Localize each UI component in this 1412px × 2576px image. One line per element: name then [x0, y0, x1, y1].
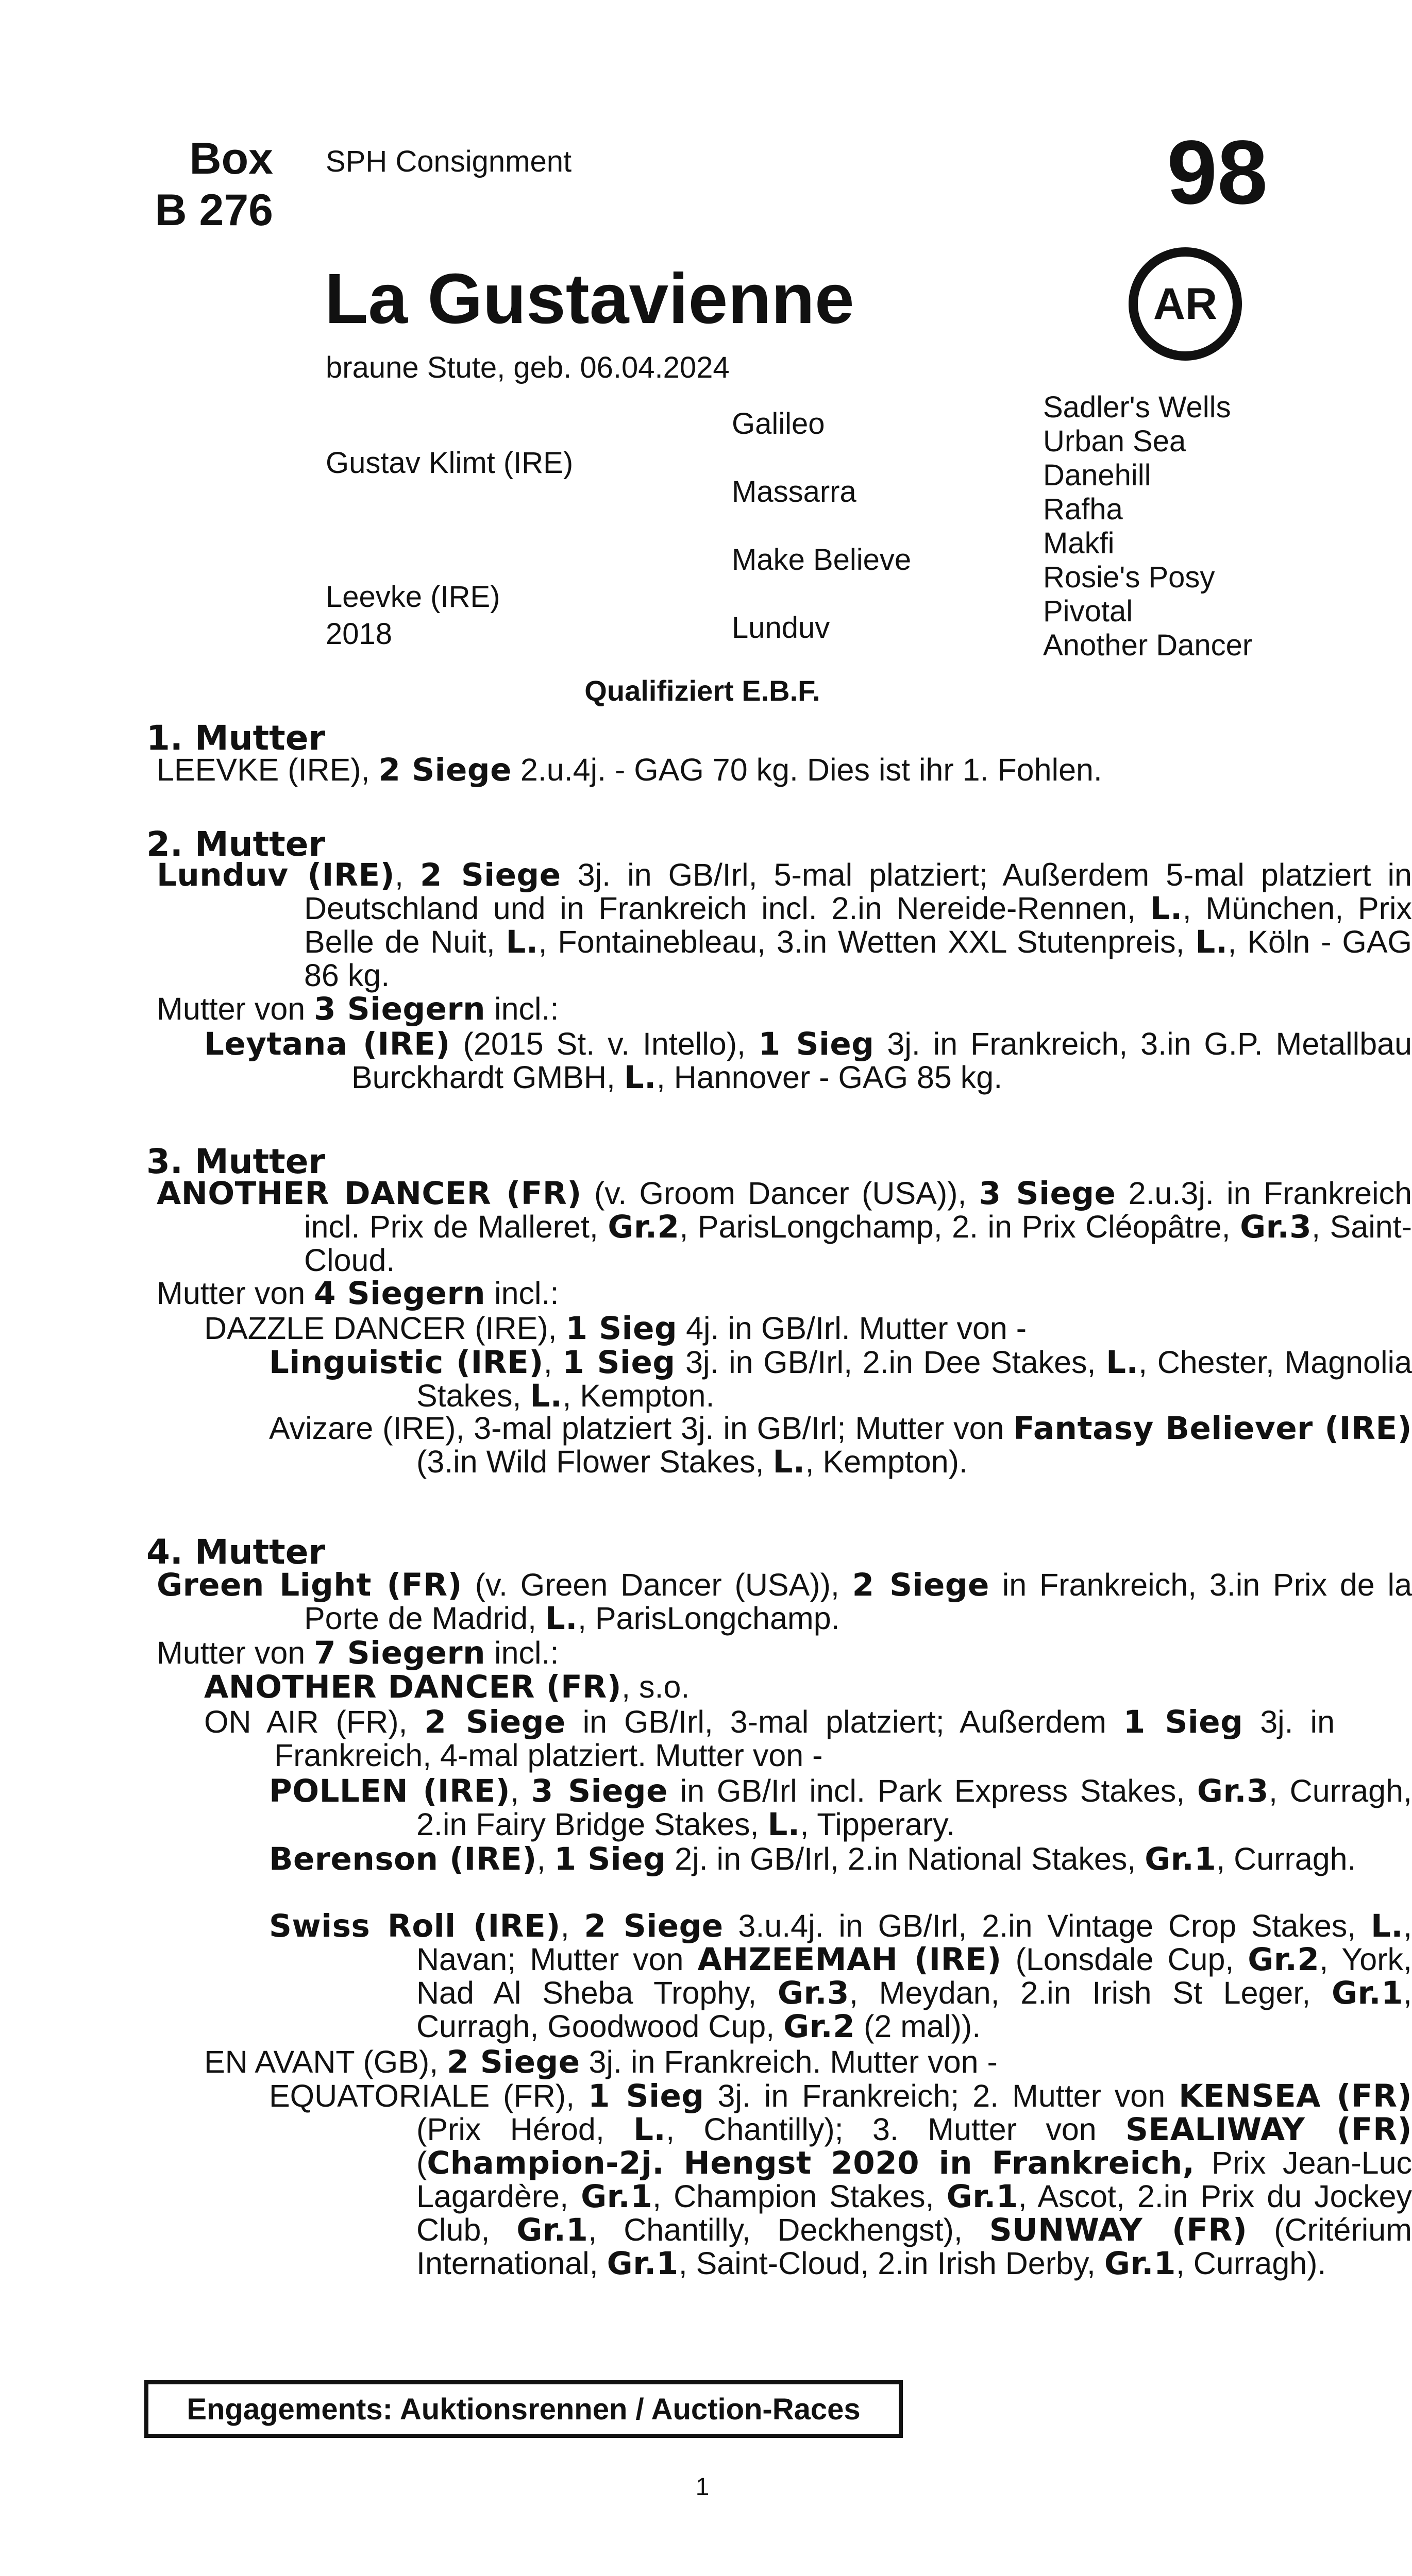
text-run: 2.u.3j. in Frankreich incl. Prix de Malleret, — [304, 1176, 1412, 1244]
horse-description: braune Stute, geb. 06.04.2024 — [326, 351, 730, 384]
text-run: Mutter von — [157, 991, 314, 1026]
text-run: (3.in Wild Flower Stakes, — [416, 1444, 773, 1479]
text-run: , Saint-Cloud. — [304, 1209, 1412, 1278]
bold-run: Lunduv (IRE) — [157, 857, 395, 893]
family-entry — [157, 1177, 1412, 1277]
text-run: 3.u.4j. in GB/Irl, 2.in Vintage Crop Stakes, — [723, 1908, 1371, 1943]
family-entry — [269, 2079, 1412, 2280]
text-run: , Hannover - GAG 85 kg. — [656, 1060, 1003, 1095]
bold-run: L. — [624, 1059, 657, 1096]
text-run: (Prix Hérod, — [416, 2112, 634, 2147]
bold-run: Berenson (IRE) — [269, 1841, 537, 1877]
pedigree-great-grandparent: Danehill — [1043, 459, 1151, 492]
bold-run: KENSEA (FR) — [1179, 2078, 1412, 2114]
text-run: (Critérium International, — [416, 2212, 1412, 2281]
bold-run: 1 Sieg — [562, 1344, 676, 1381]
bold-run: SUNWAY (FR) — [989, 2212, 1248, 2248]
bold-run: Gr.2 — [783, 2008, 855, 2045]
text-run: , — [510, 1773, 531, 1808]
bold-run: Gr.2 — [608, 1209, 680, 1245]
bold-run: AHZEEMAH (IRE) — [697, 1941, 1002, 1978]
bold-run: Gr.1 — [1331, 1975, 1404, 2011]
text-run: incl.: — [485, 991, 559, 1026]
bold-run: 3 Siege — [979, 1175, 1116, 1212]
text-run: , Köln - GAG 86 kg. — [304, 924, 1412, 993]
family-entry — [157, 858, 1412, 992]
bold-run: 1 Sieg — [554, 1841, 666, 1877]
text-run: incl.: — [485, 1635, 559, 1670]
bold-run: 2 Siege — [447, 2044, 580, 2080]
engagements-text: Engagements: Auktionsrennen / Auction-Races — [187, 2392, 861, 2426]
bold-run: Leytana (IRE) — [204, 1026, 450, 1062]
ar-badge — [1129, 247, 1242, 361]
family-entry — [204, 1027, 1412, 1094]
text-run: Avizare (IRE), 3-mal platziert 3j. in GB/Irl; Mutter von — [269, 1411, 1014, 1446]
bold-run: Gr.1 — [607, 2245, 679, 2282]
text-run: , — [395, 857, 421, 892]
bold-run: 1 Sieg — [565, 1310, 678, 1347]
text-run: , Tipperary. — [800, 1807, 955, 1842]
text-run: ON AIR (FR), — [204, 1704, 425, 1739]
page-number: 1 — [695, 2473, 710, 2501]
bold-run: L. — [1195, 924, 1228, 960]
text-run: EN AVANT (GB), — [204, 2044, 447, 2079]
bold-run: L. — [772, 1444, 805, 1480]
bold-run: Gr.1 — [581, 2178, 653, 2215]
pedigree-grandparent: Make Believe — [732, 543, 912, 577]
bold-run: 2 Siege — [420, 857, 561, 893]
bold-run: 7 Siegern — [314, 1635, 486, 1671]
bold-run: 2 Siege — [378, 752, 512, 788]
text-run: , Saint-Cloud, 2.in Irish Derby, — [678, 2246, 1104, 2281]
text-run: 4j. in GB/Irl. Mutter von - — [677, 1311, 1027, 1346]
pedigree-great-grandparent: Rafha — [1043, 493, 1123, 526]
family-entry — [204, 2045, 1265, 2079]
bold-run: L. — [633, 2111, 666, 2148]
family-entry — [157, 1277, 1265, 1310]
text-run: (2 mal)). — [855, 2009, 981, 2044]
bold-run: Swiss Roll (IRE) — [269, 1908, 561, 1944]
bold-run: POLLEN (IRE) — [269, 1773, 511, 1809]
qualification: Qualifiziert E.B.F. — [584, 674, 820, 707]
family-entry — [204, 1705, 1335, 1772]
horse-name: La Gustavienne — [325, 259, 854, 338]
text-run: , Chester, Magnolia Stakes, — [416, 1345, 1412, 1413]
text-run: ( — [416, 2145, 427, 2180]
pedigree-sire: Gustav Klimt (IRE) — [326, 446, 574, 480]
text-run: , Kempton). — [805, 1444, 968, 1479]
text-run: , — [536, 1841, 554, 1876]
text-run: , ParisLongchamp. — [577, 1601, 840, 1636]
text-run: EQUATORIALE (FR), — [269, 2078, 588, 2113]
text-run: , Kempton. — [562, 1378, 715, 1413]
text-run: (v. Groom Dancer (USA)), — [581, 1176, 979, 1211]
pedigree-great-grandparent: Rosie's Posy — [1043, 561, 1215, 594]
bold-run: 2 Siege — [584, 1908, 724, 1944]
text-run: , Champion Stakes, — [652, 2179, 947, 2214]
bold-run: 1 Sieg — [587, 2078, 704, 2114]
family-entry — [269, 1412, 1412, 1479]
pedigree-grandparent: Massarra — [732, 475, 856, 509]
text-run: , Navan; Mutter von — [416, 1908, 1412, 1977]
bold-run: 1 Sieg — [1123, 1704, 1243, 1740]
section-heading: 3. Mutter — [146, 1142, 326, 1181]
family-entry — [157, 1568, 1412, 1635]
bold-run: Gr.1 — [946, 2178, 1018, 2215]
bold-run: 2 Siege — [852, 1567, 989, 1603]
text-run: Mutter von — [157, 1276, 314, 1311]
pedigree-great-grandparent: Sadler's Wells — [1043, 391, 1231, 424]
bold-run: L. — [767, 1806, 800, 1843]
bold-run: Gr.3 — [1240, 1209, 1312, 1245]
family-entry — [157, 753, 1270, 787]
text-run: 2.u.4j. - GAG 70 kg. Dies ist ihr 1. Fohlen. — [511, 752, 1102, 787]
bold-run: Gr.2 — [1248, 1941, 1320, 1978]
text-run: (v. Green Dancer (USA)), — [462, 1567, 852, 1602]
bold-run: Gr.1 — [516, 2212, 589, 2248]
section-heading: 2. Mutter — [146, 824, 326, 864]
bold-run: L. — [1371, 1908, 1404, 1944]
bold-run: Gr.1 — [1104, 2245, 1176, 2282]
bold-run: Gr.3 — [777, 1975, 849, 2011]
text-run: 3j. in GB/Irl, 2.in Dee Stakes, — [675, 1345, 1106, 1380]
family-entry — [204, 1312, 1265, 1345]
bold-run: Gr.1 — [1145, 1841, 1217, 1877]
text-run: , — [560, 1908, 584, 1943]
text-run: 2j. in GB/Irl, 2.in National Stakes, — [666, 1841, 1145, 1876]
family-entry — [269, 1346, 1412, 1413]
text-run: , Chantilly, Deckhengst), — [588, 2212, 989, 2247]
bold-run: Gr.3 — [1197, 1773, 1269, 1809]
text-run: 3j. in Frankreich, 4-mal platziert. Mutter von - — [274, 1704, 1335, 1773]
bold-run: 2 Siege — [424, 1704, 566, 1740]
text-run: , Ascot, 2.in Prix du Jockey Club, — [416, 2179, 1412, 2247]
text-run: Prix Jean-Luc Lagardère, — [416, 2145, 1412, 2214]
text-run: DAZZLE DANCER (IRE), — [204, 1311, 566, 1346]
family-entry — [157, 1636, 1265, 1670]
bold-run: L. — [545, 1600, 578, 1637]
pedigree-grandparent: Lunduv — [732, 611, 830, 645]
bold-run: L. — [1150, 890, 1183, 927]
lot-number: 98 — [1167, 122, 1268, 223]
text-run: 3j. in Frankreich. Mutter von - — [580, 2044, 998, 2079]
bold-run: Champion-2j. Hengst 2020 in Frankreich, — [427, 2145, 1195, 2181]
consignor: SPH Consignment — [326, 145, 572, 178]
text-run: , Curragh). — [1175, 2246, 1326, 2281]
text-run: (2015 St. v. Intello), — [450, 1026, 759, 1061]
text-run: , München, Prix Belle de Nuit, — [304, 891, 1412, 959]
box-label — [134, 133, 273, 236]
bold-run: L. — [530, 1378, 563, 1414]
text-run: , — [543, 1345, 563, 1380]
text-run: , Chantilly); 3. Mutter von — [666, 2112, 1126, 2147]
bold-run: SEALIWAY (FR) — [1125, 2111, 1412, 2148]
bold-run: L. — [1106, 1344, 1139, 1381]
text-run: (Lonsdale Cup, — [1001, 1942, 1248, 1977]
text-run: incl.: — [485, 1276, 559, 1311]
pedigree-dam: Leevke (IRE) — [326, 580, 500, 614]
family-entry — [269, 1909, 1412, 2043]
pedigree-great-grandparent: Urban Sea — [1043, 425, 1186, 458]
pedigree-great-grandparent: Makfi — [1043, 527, 1115, 560]
ar-badge-label: AR — [1153, 279, 1218, 329]
section-heading: 1. Mutter — [146, 718, 326, 758]
bold-run: Fantasy Believer (IRE) — [1013, 1410, 1412, 1447]
box-title: Box — [189, 134, 273, 183]
bold-run: Green Light (FR) — [157, 1567, 462, 1603]
text-run: 3j. in Frankreich, 3.in G.P. Metallbau Burckhardt GMBH, — [351, 1026, 1412, 1095]
family-entry — [157, 992, 1265, 1026]
bold-run: ANOTHER DANCER (FR) — [157, 1175, 582, 1212]
text-run: , Curragh. — [1216, 1841, 1356, 1876]
text-run: in Frankreich, 3.in Prix de la Porte de Madrid, — [304, 1567, 1412, 1636]
bold-run: 1 Sieg — [758, 1026, 875, 1062]
family-entry — [204, 1670, 1265, 1704]
pedigree-great-grandparent: Pivotal — [1043, 595, 1133, 628]
text-run: in GB/Irl incl. Park Express Stakes, — [667, 1773, 1197, 1808]
text-run: Mutter von — [157, 1635, 314, 1670]
text-run: , s.o. — [621, 1669, 690, 1704]
text-run: , York, Nad Al Sheba Trophy, — [416, 1942, 1412, 2010]
bold-run: Linguistic (IRE) — [269, 1344, 544, 1381]
pedigree-grandparent: Galileo — [732, 407, 825, 440]
pedigree-dam-year: 2018 — [326, 617, 393, 651]
text-run: , Fontainebleau, 3.in Wetten XXL Stutenpreis, — [538, 924, 1196, 959]
text-run: 3j. in Frankreich; 2. Mutter von — [704, 2078, 1179, 2113]
text-run: , Curragh, Goodwood Cup, — [416, 1975, 1412, 2044]
box-number: B 276 — [155, 185, 273, 235]
family-entry — [269, 1842, 1412, 1876]
text-run: 3j. in GB/Irl, 5-mal platziert; Außerdem 5-mal platziert in Deutschland und in Frankreich incl. 2.in Nereide-Rennen, — [304, 857, 1412, 926]
engagements-box — [144, 2380, 903, 2438]
text-run: , Meydan, 2.in Irish St Leger, — [849, 1975, 1332, 2010]
bold-run: 3 Siegern — [314, 991, 486, 1027]
section-heading: 4. Mutter — [146, 1532, 326, 1572]
text-run: , ParisLongchamp, 2. in Prix Cléopâtre, — [679, 1209, 1240, 1244]
text-run: in GB/Irl, 3-mal platziert; Außerdem — [565, 1704, 1123, 1739]
bold-run: 4 Siegern — [314, 1275, 486, 1312]
pedigree-great-grandparent: Another Dancer — [1043, 629, 1253, 662]
text-run: , Curragh, 2.in Fairy Bridge Stakes, — [416, 1773, 1412, 1842]
bold-run: 3 Siege — [531, 1773, 668, 1809]
bold-run: L. — [506, 924, 539, 960]
family-entry — [269, 1774, 1412, 1841]
text-run: LEEVKE (IRE), — [157, 752, 379, 787]
bold-run: ANOTHER DANCER (FR) — [204, 1669, 622, 1705]
